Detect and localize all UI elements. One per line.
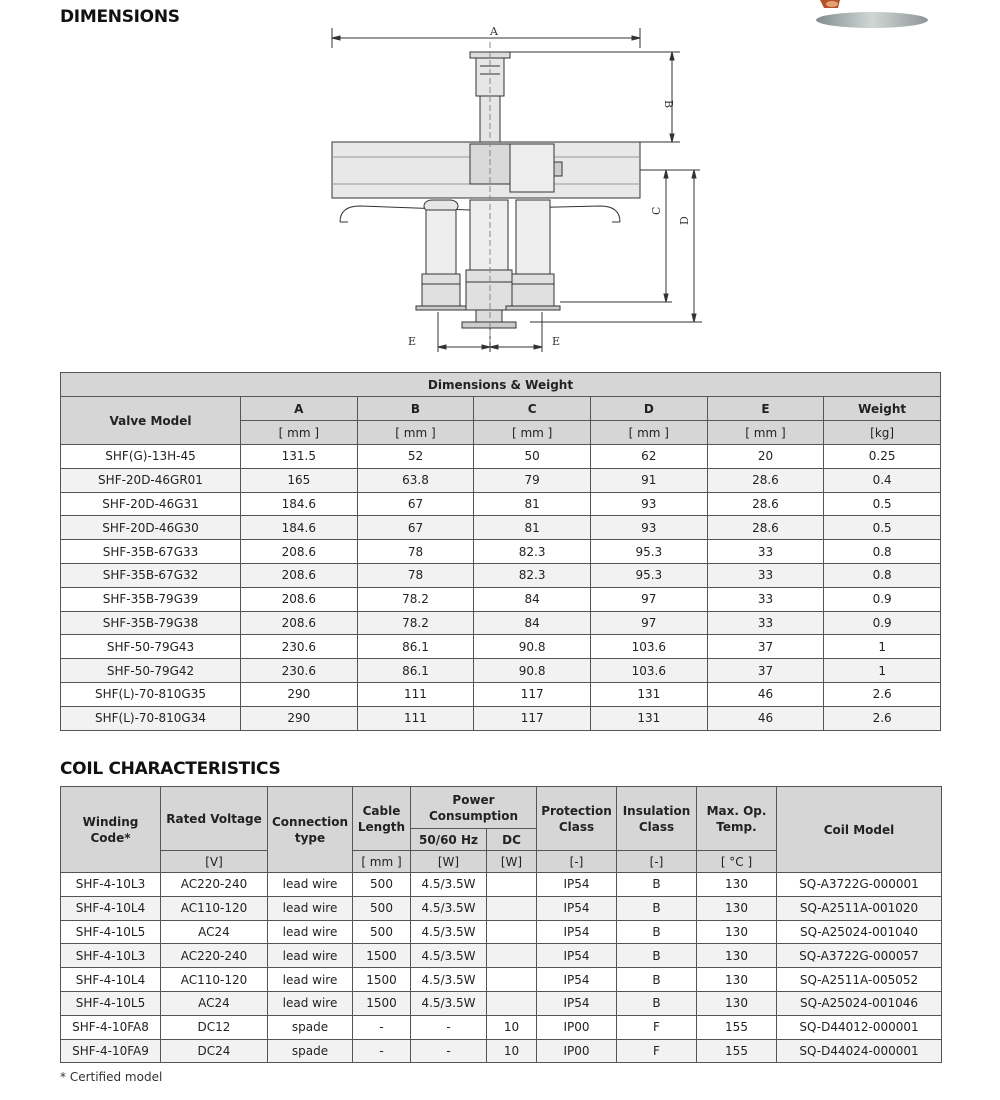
table-cell: B — [617, 991, 697, 1015]
table-cell: B — [617, 944, 697, 968]
col-header-d: D — [590, 397, 707, 421]
table-row — [61, 587, 941, 611]
table-cell: - — [411, 1015, 487, 1039]
coil-characteristics-table — [60, 786, 942, 1063]
table-cell: 0.4 — [824, 468, 941, 492]
table-cell: 4.5/3.5W — [411, 920, 487, 944]
table-cell: 97 — [590, 587, 707, 611]
table-cell: B — [617, 896, 697, 920]
table-cell: 95.3 — [590, 563, 707, 587]
winding-code-header: Winding Code* — [61, 787, 161, 873]
table-cell: 208.6 — [241, 587, 358, 611]
table-cell: SHF-4-10L3 — [61, 944, 161, 968]
table-row — [61, 1015, 942, 1039]
table-cell: IP54 — [537, 968, 617, 992]
table-cell: 230.6 — [241, 659, 358, 683]
table-cell — [487, 991, 537, 1015]
table-cell: 95.3 — [590, 540, 707, 564]
table-cell: 4.5/3.5W — [411, 944, 487, 968]
table-cell: SQ-A25024-001040 — [777, 920, 942, 944]
table-cell: B — [617, 920, 697, 944]
table-cell: IP00 — [537, 1039, 617, 1063]
table-cell: 91 — [590, 468, 707, 492]
table-cell: 90.8 — [474, 659, 591, 683]
table-cell: 4.5/3.5W — [411, 873, 487, 897]
table-cell: spade — [268, 1015, 353, 1039]
table-cell — [487, 920, 537, 944]
table-cell: 0.5 — [824, 492, 941, 516]
table-cell: SHF-4-10FA9 — [61, 1039, 161, 1063]
table-cell: SHF-4-10FA8 — [61, 1015, 161, 1039]
table-cell: SHF-20D-46G31 — [61, 492, 241, 516]
table-cell: 33 — [707, 540, 824, 564]
table-cell: 0.9 — [824, 611, 941, 635]
power-dc-unit: [W] — [487, 851, 537, 873]
table-cell: 46 — [707, 682, 824, 706]
table-cell: 20 — [707, 445, 824, 469]
table-cell: SHF-20D-46GR01 — [61, 468, 241, 492]
table-cell: SHF-50-79G43 — [61, 635, 241, 659]
maxtemp-unit: [ °C ] — [697, 851, 777, 873]
unit-b: [ mm ] — [357, 421, 474, 445]
table-cell: 111 — [357, 706, 474, 730]
table-cell: 4.5/3.5W — [411, 991, 487, 1015]
table-row — [61, 1039, 942, 1063]
table-cell: 117 — [474, 682, 591, 706]
table-cell: SHF-4-10L5 — [61, 920, 161, 944]
coil-model-header: Coil Model — [777, 787, 942, 873]
valve-model-header: Valve Model — [61, 397, 241, 445]
unit-e: [ mm ] — [707, 421, 824, 445]
cable-length-header: Cable Length — [353, 787, 411, 851]
table-cell: - — [353, 1015, 411, 1039]
col-header-b: B — [357, 397, 474, 421]
table-cell: 130 — [697, 944, 777, 968]
table-cell: 1500 — [353, 944, 411, 968]
power-consumption-header: Power Consumption — [411, 787, 537, 829]
table-cell: SQ-A25024-001046 — [777, 991, 942, 1015]
table-cell: 28.6 — [707, 468, 824, 492]
table-cell: SQ-A2511A-001020 — [777, 896, 942, 920]
table-cell: SHF-20D-46G30 — [61, 516, 241, 540]
table-cell: lead wire — [268, 991, 353, 1015]
voltage-unit: [V] — [161, 851, 268, 873]
table-cell: 155 — [697, 1015, 777, 1039]
table-cell: 97 — [590, 611, 707, 635]
table-cell: DC12 — [161, 1015, 268, 1039]
table-cell: lead wire — [268, 896, 353, 920]
insulation-class-header: Insulation Class — [617, 787, 697, 851]
coil-characteristics-title: COIL CHARACTERISTICS — [60, 759, 281, 779]
table-cell: - — [411, 1039, 487, 1063]
table-cell: AC110-120 — [161, 896, 268, 920]
table-cell: 37 — [707, 635, 824, 659]
table-cell: 4.5/3.5W — [411, 968, 487, 992]
table-cell: 67 — [357, 516, 474, 540]
table-cell: 131 — [590, 706, 707, 730]
table-cell: AC24 — [161, 920, 268, 944]
table-cell: 500 — [353, 873, 411, 897]
table-cell: 208.6 — [241, 611, 358, 635]
unit-a: [ mm ] — [241, 421, 358, 445]
table-cell: - — [353, 1039, 411, 1063]
table-cell: 0.5 — [824, 516, 941, 540]
dim-label-c: C — [650, 206, 663, 215]
table-cell: 78.2 — [357, 611, 474, 635]
table-cell: B — [617, 873, 697, 897]
table-cell: 130 — [697, 968, 777, 992]
table-cell: 208.6 — [241, 563, 358, 587]
table-cell: 33 — [707, 587, 824, 611]
table-cell: F — [617, 1015, 697, 1039]
table-cell: 131 — [590, 682, 707, 706]
table-cell: 1 — [824, 659, 941, 683]
table-row — [61, 944, 942, 968]
table-cell: DC24 — [161, 1039, 268, 1063]
table-cell: IP54 — [537, 944, 617, 968]
table-cell: 500 — [353, 920, 411, 944]
table-cell: 290 — [241, 706, 358, 730]
table-cell: 33 — [707, 563, 824, 587]
dimensions-title: DIMENSIONS — [60, 7, 180, 27]
table-cell: AC24 — [161, 991, 268, 1015]
table-cell: 37 — [707, 659, 824, 683]
table-cell: 79 — [474, 468, 591, 492]
table-cell: 62 — [590, 445, 707, 469]
protection-class-header: Protection Class — [537, 787, 617, 851]
table-cell — [487, 896, 537, 920]
table-cell: 0.9 — [824, 587, 941, 611]
table-cell: 130 — [697, 873, 777, 897]
table-row — [61, 611, 941, 635]
table-cell — [487, 873, 537, 897]
table-cell: IP54 — [537, 920, 617, 944]
table-cell: 131.5 — [241, 445, 358, 469]
table-cell: IP54 — [537, 896, 617, 920]
table-cell: 93 — [590, 516, 707, 540]
table-cell: SQ-D44012-000001 — [777, 1015, 942, 1039]
table-cell: 184.6 — [241, 492, 358, 516]
dimensions-table-caption: Dimensions & Weight — [61, 373, 941, 397]
table-cell: 84 — [474, 611, 591, 635]
table-cell: 86.1 — [357, 659, 474, 683]
table-cell: 52 — [357, 445, 474, 469]
table-cell: 81 — [474, 516, 591, 540]
table-cell: 0.25 — [824, 445, 941, 469]
table-cell: 184.6 — [241, 516, 358, 540]
table-cell: 10 — [487, 1015, 537, 1039]
certified-footnote: * Certified model — [60, 1070, 163, 1084]
table-row — [61, 873, 942, 897]
table-cell: SHF-35B-79G38 — [61, 611, 241, 635]
dim-label-e-left: E — [408, 335, 417, 348]
product-image — [812, 0, 932, 30]
unit-c: [ mm ] — [474, 421, 591, 445]
table-cell: SQ-A2511A-005052 — [777, 968, 942, 992]
table-cell: 1500 — [353, 991, 411, 1015]
power-ac-header: 50/60 Hz — [411, 829, 487, 851]
table-row — [61, 991, 942, 1015]
coil-header-row — [61, 787, 942, 829]
table-row — [61, 540, 941, 564]
table-cell: 4.5/3.5W — [411, 896, 487, 920]
table-cell — [487, 968, 537, 992]
table-cell: lead wire — [268, 920, 353, 944]
table-cell: 2.6 — [824, 682, 941, 706]
table-cell: 50 — [474, 445, 591, 469]
table-cell: SQ-A3722G-000001 — [777, 873, 942, 897]
table-cell: AC220-240 — [161, 873, 268, 897]
table-cell: 78 — [357, 563, 474, 587]
dimensions-header-row — [61, 397, 941, 421]
table-cell: 130 — [697, 991, 777, 1015]
dim-label-e-right: E — [552, 335, 561, 348]
table-cell: 67 — [357, 492, 474, 516]
table-cell: SHF(L)-70-810G34 — [61, 706, 241, 730]
table-cell: SQ-D44024-000001 — [777, 1039, 942, 1063]
table-cell: 82.3 — [474, 540, 591, 564]
table-cell: 63.8 — [357, 468, 474, 492]
table-cell: SHF-4-10L4 — [61, 896, 161, 920]
table-row — [61, 563, 941, 587]
table-row — [61, 516, 941, 540]
dim-label-d: D — [678, 216, 691, 225]
table-cell: lead wire — [268, 944, 353, 968]
table-cell: SHF-4-10L3 — [61, 873, 161, 897]
table-cell: 1500 — [353, 968, 411, 992]
table-cell: 93 — [590, 492, 707, 516]
table-row — [61, 635, 941, 659]
table-row — [61, 920, 942, 944]
cable-unit: [ mm ] — [353, 851, 411, 873]
coil-table-body — [61, 873, 942, 1063]
table-cell: 155 — [697, 1039, 777, 1063]
table-cell: 103.6 — [590, 659, 707, 683]
col-header-a: A — [241, 397, 358, 421]
connection-type-header: Connection type — [268, 787, 353, 873]
table-cell: lead wire — [268, 873, 353, 897]
table-cell: 103.6 — [590, 635, 707, 659]
table-cell: SHF-4-10L5 — [61, 991, 161, 1015]
protection-unit: [-] — [537, 851, 617, 873]
table-cell: 2.6 — [824, 706, 941, 730]
table-cell: SHF(G)-13H-45 — [61, 445, 241, 469]
table-cell: 33 — [707, 611, 824, 635]
table-cell: SHF-50-79G42 — [61, 659, 241, 683]
dimensions-weight-table — [60, 372, 941, 731]
table-cell: spade — [268, 1039, 353, 1063]
table-row — [61, 659, 941, 683]
table-cell: lead wire — [268, 968, 353, 992]
table-cell: AC220-240 — [161, 944, 268, 968]
table-cell: 84 — [474, 587, 591, 611]
rated-voltage-header: Rated Voltage — [161, 787, 268, 851]
table-cell: 10 — [487, 1039, 537, 1063]
unit-weight: [kg] — [824, 421, 941, 445]
table-cell: 290 — [241, 682, 358, 706]
table-cell: 230.6 — [241, 635, 358, 659]
table-row — [61, 468, 941, 492]
dim-label-a: A — [490, 25, 498, 38]
table-cell: 165 — [241, 468, 358, 492]
insulation-unit: [-] — [617, 851, 697, 873]
col-header-e: E — [707, 397, 824, 421]
table-row — [61, 896, 942, 920]
max-op-temp-header: Max. Op. Temp. — [697, 787, 777, 851]
table-cell: 130 — [697, 920, 777, 944]
table-cell: AC110-120 — [161, 968, 268, 992]
table-row — [61, 492, 941, 516]
table-cell: 0.8 — [824, 540, 941, 564]
col-header-c: C — [474, 397, 591, 421]
table-cell: IP54 — [537, 991, 617, 1015]
table-cell: F — [617, 1039, 697, 1063]
table-cell: 78.2 — [357, 587, 474, 611]
table-cell: 208.6 — [241, 540, 358, 564]
table-cell: IP00 — [537, 1015, 617, 1039]
table-cell: 86.1 — [357, 635, 474, 659]
table-cell: 46 — [707, 706, 824, 730]
col-header-weight: Weight — [824, 397, 941, 421]
table-row — [61, 682, 941, 706]
table-cell: 28.6 — [707, 492, 824, 516]
table-cell: 28.6 — [707, 516, 824, 540]
table-cell: SHF(L)-70-810G35 — [61, 682, 241, 706]
dimensions-table-body — [61, 445, 941, 731]
table-cell: SHF-35B-67G32 — [61, 563, 241, 587]
table-cell: 111 — [357, 682, 474, 706]
unit-d: [ mm ] — [590, 421, 707, 445]
table-cell: 130 — [697, 896, 777, 920]
table-cell: 117 — [474, 706, 591, 730]
table-cell — [487, 944, 537, 968]
table-cell: SHF-35B-79G39 — [61, 587, 241, 611]
table-cell: SHF-4-10L4 — [61, 968, 161, 992]
table-cell: SQ-A3722G-000057 — [777, 944, 942, 968]
table-cell: 78 — [357, 540, 474, 564]
table-cell: 0.8 — [824, 563, 941, 587]
table-row — [61, 445, 941, 469]
table-row — [61, 968, 942, 992]
table-cell: SHF-35B-67G33 — [61, 540, 241, 564]
table-row — [61, 706, 941, 730]
table-cell: 82.3 — [474, 563, 591, 587]
table-cell: 90.8 — [474, 635, 591, 659]
power-ac-unit: [W] — [411, 851, 487, 873]
table-cell: B — [617, 968, 697, 992]
power-dc-header: DC — [487, 829, 537, 851]
table-cell: IP54 — [537, 873, 617, 897]
table-cell: 1 — [824, 635, 941, 659]
table-cell: 500 — [353, 896, 411, 920]
dim-label-b: B — [662, 100, 675, 109]
valve-technical-drawing — [320, 22, 720, 357]
table-cell: 81 — [474, 492, 591, 516]
